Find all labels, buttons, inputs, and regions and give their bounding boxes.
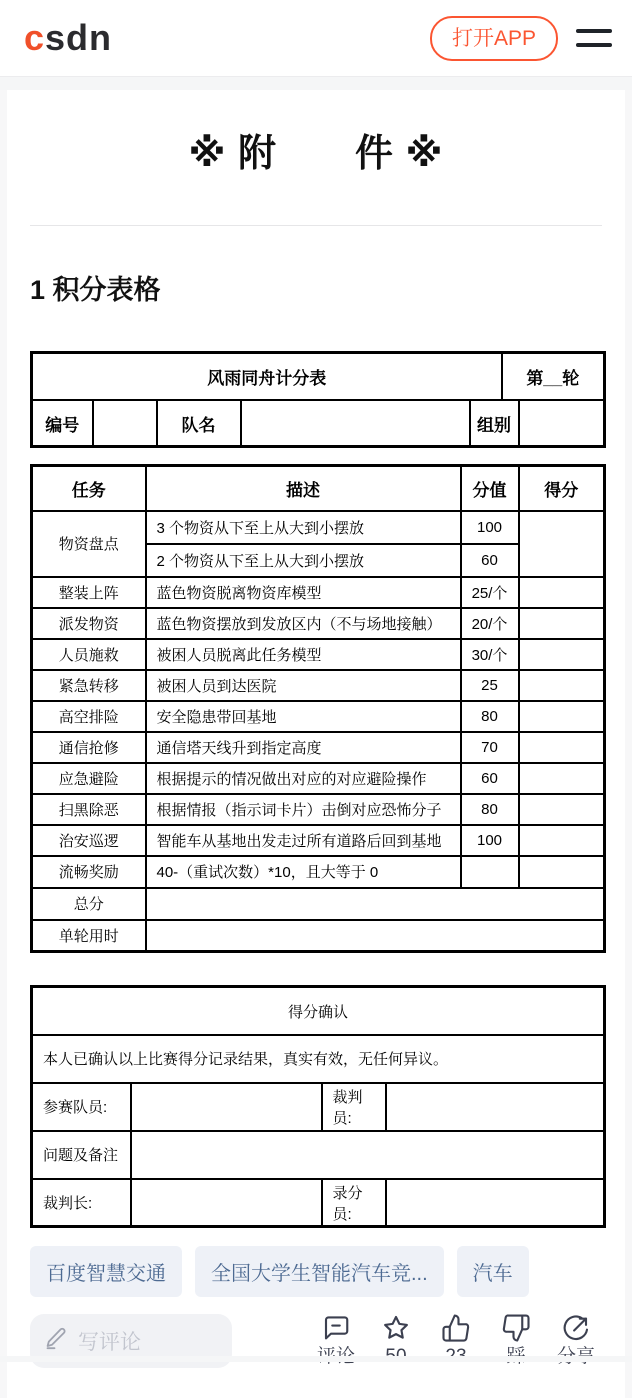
table-row <box>32 763 605 794</box>
task-cell: 应急避险 <box>32 763 146 794</box>
scorer-blank-cell <box>386 1179 605 1227</box>
points-cell <box>461 856 519 888</box>
got-cell <box>519 577 605 608</box>
comment-icon <box>321 1313 351 1343</box>
article-body <box>7 90 625 1398</box>
table-row <box>32 888 605 920</box>
task-cell: 物资盘点 <box>32 511 146 577</box>
thumb-down-icon <box>501 1313 531 1343</box>
topbar-right-group <box>430 16 612 61</box>
table-row <box>32 1179 605 1227</box>
points-cell: 60 <box>461 544 519 577</box>
got-cell <box>519 763 605 794</box>
scoresheet-title-cell: 风雨同舟计分表 <box>32 353 502 400</box>
desc-cell: 根据情报（指示词卡片）击倒对应恐怖分子 <box>146 794 461 825</box>
menu-icon[interactable] <box>576 25 612 51</box>
confirm-title-cell: 得分确认 <box>32 987 605 1035</box>
got-cell <box>519 511 605 577</box>
time-blank-cell <box>146 920 605 952</box>
got-cell <box>519 608 605 639</box>
table-row <box>32 1083 605 1131</box>
table-row <box>32 987 605 1035</box>
table-row <box>32 639 605 670</box>
total-blank-cell <box>146 888 605 920</box>
table-row <box>32 511 605 544</box>
desc-cell: 蓝色物资脱离物资库模型 <box>146 577 461 608</box>
desc-cell: 安全隐患带回基地 <box>146 701 461 732</box>
task-cell: 扫黑除恶 <box>32 794 146 825</box>
table-row <box>32 353 605 400</box>
bottom-edge-strip <box>0 1356 632 1362</box>
chief-referee-blank-cell <box>131 1179 322 1227</box>
tag-smart-car-competition[interactable]: 全国大学生智能汽车竞... <box>195 1246 444 1297</box>
group-label-cell: 组别 <box>470 400 519 447</box>
task-cell: 治安巡逻 <box>32 825 146 856</box>
header-points: 分值 <box>461 466 519 511</box>
top-bar <box>0 0 632 77</box>
desc-cell: 3 个物资从下至上从大到小摆放 <box>146 511 461 544</box>
got-cell <box>519 670 605 701</box>
desc-cell: 蓝色物资摆放到发放区内（不与场地接触） <box>146 608 461 639</box>
comment-placeholder: 写评论 <box>78 1330 141 1354</box>
header-task: 任务 <box>32 466 146 511</box>
score-table-header-row <box>32 466 605 511</box>
desc-cell: 被困人员到达医院 <box>146 670 461 701</box>
attachment-title: ※ 附 件 ※ <box>188 133 444 175</box>
got-cell <box>519 732 605 763</box>
notes-blank-cell <box>131 1131 605 1179</box>
points-cell: 20/个 <box>461 608 519 639</box>
table-row <box>32 1035 605 1083</box>
got-cell <box>519 825 605 856</box>
team-blank-cell <box>241 400 470 447</box>
table-row <box>32 825 605 856</box>
desc-cell: 2 个物资从下至上从大到小摆放 <box>146 544 461 577</box>
points-cell: 80 <box>461 794 519 825</box>
points-cell: 25 <box>461 670 519 701</box>
score-table <box>30 464 606 953</box>
table-row <box>32 1131 605 1179</box>
tag-baidu-smart-traffic[interactable]: 百度智慧交通 <box>30 1246 182 1297</box>
task-cell: 流畅奖励 <box>32 856 146 888</box>
points-cell: 100 <box>461 825 519 856</box>
csdn-logo[interactable] <box>24 17 113 58</box>
logo-letters-sdn: sdn <box>45 17 113 58</box>
referee-label-cell: 裁判员: <box>322 1083 386 1131</box>
divider <box>30 225 602 226</box>
team-label-cell: 队名 <box>157 400 241 447</box>
got-cell <box>519 701 605 732</box>
id-label-cell: 编号 <box>32 400 93 447</box>
table-row <box>32 794 605 825</box>
group-blank-cell <box>519 400 605 447</box>
header-got: 得分 <box>519 466 605 511</box>
table-row <box>32 856 605 888</box>
notes-label-cell: 问题及备注 <box>32 1131 131 1179</box>
referee-blank-cell <box>386 1083 605 1131</box>
confirm-statement-cell: 本人已确认以上比赛得分记录结果，真实有效，无任何异议。 <box>32 1035 605 1083</box>
task-cell: 高空排险 <box>32 701 146 732</box>
scorer-label-cell: 录分员: <box>322 1179 386 1227</box>
table-row <box>32 608 605 639</box>
points-cell: 100 <box>461 511 519 544</box>
team-member-label-cell: 参赛队员: <box>32 1083 131 1131</box>
round-cell: 第__轮 <box>502 353 605 400</box>
points-cell: 70 <box>461 732 519 763</box>
task-cell: 人员施救 <box>32 639 146 670</box>
confirmation-table <box>30 985 606 1228</box>
desc-cell: 40-（重试次数）*10，且大等于 0 <box>146 856 461 888</box>
table-row <box>32 701 605 732</box>
got-cell <box>519 639 605 670</box>
team-member-blank-cell <box>131 1083 322 1131</box>
task-cell: 通信抢修 <box>32 732 146 763</box>
task-cell: 紧急转移 <box>32 670 146 701</box>
points-cell: 25/个 <box>461 577 519 608</box>
points-cell: 30/个 <box>461 639 519 670</box>
pencil-icon <box>44 1326 68 1355</box>
tag-car[interactable]: 汽车 <box>457 1246 529 1297</box>
table-row <box>32 577 605 608</box>
scoresheet-info-table <box>30 351 606 448</box>
task-cell: 派发物资 <box>32 608 146 639</box>
points-cell: 80 <box>461 701 519 732</box>
thumb-up-icon <box>441 1313 471 1343</box>
chief-referee-label-cell: 裁判长: <box>32 1179 131 1227</box>
table-row <box>32 670 605 701</box>
desc-cell: 智能车从基地出发走过所有道路后回到基地 <box>146 825 461 856</box>
table-row <box>32 400 605 447</box>
header-desc: 描述 <box>146 466 461 511</box>
id-blank-cell <box>93 400 157 447</box>
desc-cell: 根据提示的情况做出对应的对应避险操作 <box>146 763 461 794</box>
points-cell: 60 <box>461 763 519 794</box>
header-separator-strip <box>0 77 632 90</box>
star-icon <box>381 1313 411 1343</box>
share-icon <box>561 1313 591 1343</box>
section-heading: 1 积分表格 <box>30 275 161 306</box>
task-cell: 总分 <box>32 888 146 920</box>
desc-cell: 通信塔天线升到指定高度 <box>146 732 461 763</box>
got-cell <box>519 794 605 825</box>
got-cell <box>519 856 605 888</box>
desc-cell: 被困人员脱离此任务模型 <box>146 639 461 670</box>
tag-list <box>30 1246 602 1297</box>
task-cell: 整装上阵 <box>32 577 146 608</box>
logo-letter-c: c <box>24 17 46 58</box>
open-app-button[interactable]: 打开APP <box>430 16 558 61</box>
task-cell: 单轮用时 <box>32 920 146 952</box>
table-row <box>32 920 605 952</box>
table-row <box>32 732 605 763</box>
